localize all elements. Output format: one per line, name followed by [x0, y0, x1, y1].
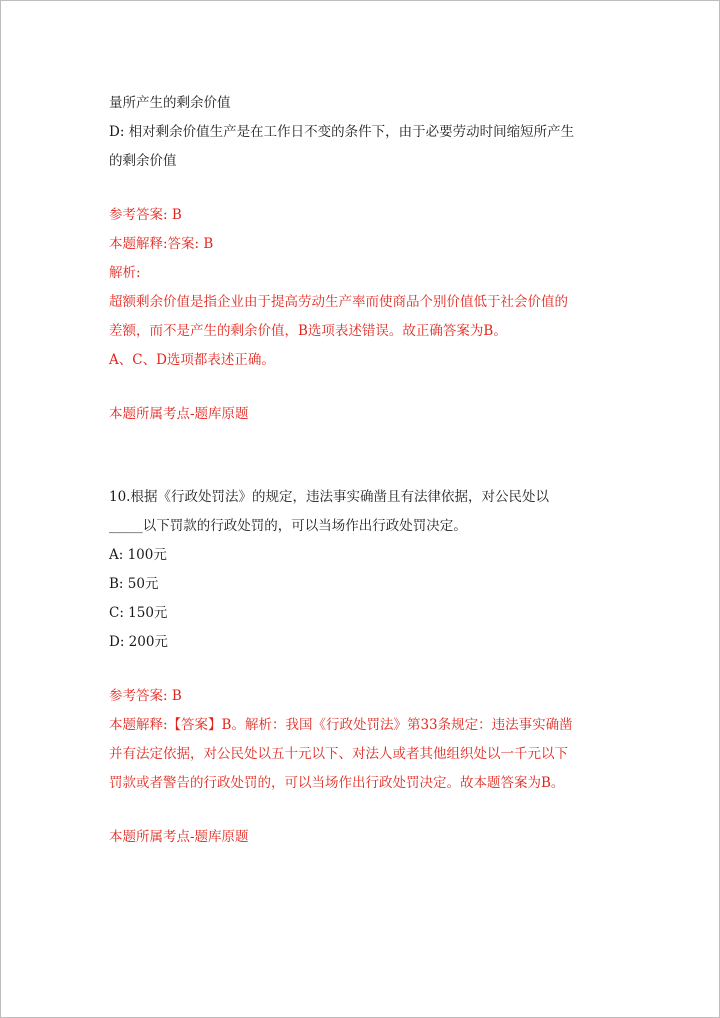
spacer — [109, 657, 614, 682]
prev-analysis-line3: A、C、D选项都表述正确。 — [109, 352, 275, 368]
question-10-option-b: B: 50元 — [109, 576, 159, 592]
q10-explanation-line3: 罚款或者警告的行政处罚的，可以当场作出行政处罚决定。故本题答案为B。 — [109, 775, 565, 791]
spacer — [109, 798, 614, 823]
prev-source-note: 本题所属考点-题库原题 — [109, 406, 249, 422]
q10-explanation-line2: 并有法定依据，对公民处以五十元以下、对法人或者其他组织处以一千元以下 — [109, 746, 568, 762]
spacer — [109, 375, 614, 400]
prev-option-d-line2: 的剩余价值 — [109, 153, 177, 169]
prev-option-d-line1: D: 相对剩余价值生产是在工作日不变的条件下，由于必要劳动时间缩短所产生 — [109, 124, 575, 140]
q10-explanation-line1: 本题解释:【答案】B。解析：我国《行政处罚法》第33条规定：违法事实确凿 — [109, 717, 573, 733]
page-content — [109, 89, 614, 852]
question-10-option-d: D: 200元 — [109, 634, 168, 650]
prev-explanation-head: 本题解释:答案: B — [109, 236, 214, 252]
prev-analysis-line1: 超额剩余价值是指企业由于提高劳动生产率而使商品个别价值低于社会价值的 — [109, 294, 568, 310]
prev-analysis-label: 解析: — [109, 265, 141, 281]
q10-source-note: 本题所属考点-题库原题 — [109, 829, 249, 845]
question-10-option-c: C: 150元 — [109, 605, 168, 621]
question-10-stem-line2: _____以下罚款的行政处罚的，可以当场作出行政处罚决定。 — [109, 518, 467, 534]
spacer — [109, 429, 614, 483]
spacer — [109, 176, 614, 201]
prev-option-c-tail: 量所产生的剩余价值 — [109, 95, 231, 111]
prev-reference-answer: 参考答案: B — [109, 207, 182, 223]
prev-analysis-line2: 差额，而不是产生的剩余价值，B选项表述错误。故正确答案为B。 — [109, 323, 507, 339]
question-10-stem-line1: 10.根据《行政处罚法》的规定，违法事实确凿且有法律依据，对公民处以 — [109, 489, 549, 505]
question-10-option-a: A: 100元 — [109, 547, 167, 563]
q10-reference-answer: 参考答案: B — [109, 688, 182, 704]
